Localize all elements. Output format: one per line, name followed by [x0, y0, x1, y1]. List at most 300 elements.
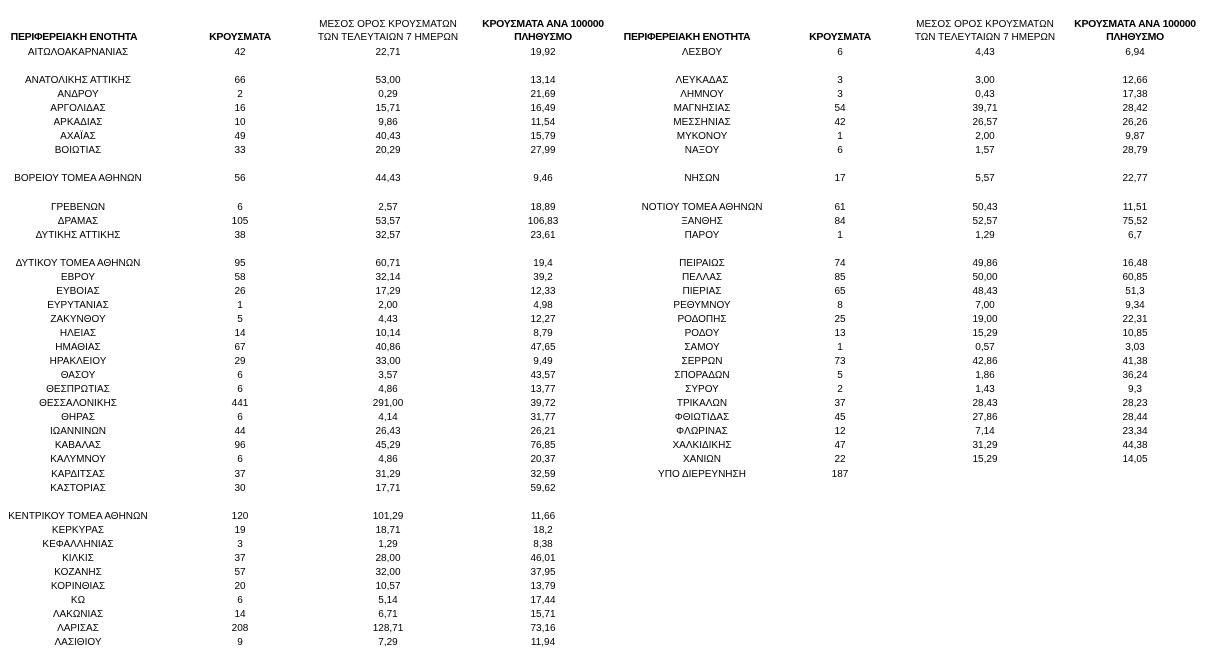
cases-cell: 96 [234, 440, 246, 452]
table-row [612, 257, 1206, 271]
avg7-cell: 27,86 [972, 412, 998, 424]
region-cell: ΖΑΚΥΝΘΟΥ [50, 313, 106, 325]
region-cell: ΚΕΡΚΥΡΑΣ [51, 524, 105, 536]
avg7-cell: 0,43 [975, 89, 995, 101]
per100k-cell: 12,27 [530, 313, 556, 325]
region-cell: ΘΕΣΣΑΛΟΝΙΚΗΣ [39, 398, 117, 410]
region-cell: ΚΩ [70, 594, 86, 606]
cases-cell: 14 [234, 328, 246, 339]
avg7-cell: 5,14 [378, 594, 398, 606]
per100k-cell: 17,44 [530, 594, 556, 606]
per100k-cell: 37,95 [530, 566, 556, 578]
table-row [0, 243, 610, 257]
cases-cell: 208 [231, 623, 249, 635]
header-avg-line1: ΜΕΣΟΣ ΟΡΟΣ ΚΡΟΥΣΜΑΤΩΝ [319, 19, 457, 30]
avg7-cell: 49,86 [972, 257, 998, 269]
header-avg-line1: ΜΕΣΟΣ ΟΡΟΣ ΚΡΟΥΣΜΑΤΩΝ [916, 19, 1054, 30]
table-row [612, 453, 1206, 467]
cases-cell: 61 [834, 201, 846, 213]
region-cell: ΚΙΛΚΙΣ [62, 552, 94, 564]
per100k-cell: 106,83 [527, 215, 559, 227]
table-row [0, 327, 610, 341]
per100k-cell: 15,71 [530, 609, 556, 620]
region-cell: ΕΥΡΥΤΑΝΙΑΣ [47, 299, 109, 311]
cases-cell: 47 [834, 440, 846, 452]
cases-cell: 120 [231, 510, 249, 522]
header-cases: ΚΡΟΥΣΜΑΤΑ [809, 31, 871, 43]
table-row [612, 88, 1206, 102]
region-cell: ΜΕΣΣΗΝΙΑΣ [673, 117, 731, 129]
avg7-cell: 50,43 [972, 201, 998, 213]
per100k-cell: 13,79 [530, 580, 556, 592]
region-cell: ΠΕΙΡΑΙΩΣ [679, 257, 725, 269]
region-cell: ΧΑΛΚΙΔΙΚΗΣ [672, 440, 732, 452]
avg7-cell: 2,00 [378, 299, 398, 311]
per100k-cell: 27,99 [530, 145, 556, 157]
avg7-cell: 40,86 [375, 342, 401, 354]
table-row [612, 74, 1206, 88]
table-row [0, 313, 610, 327]
table-row [0, 608, 610, 622]
region-cell: ΛΕΣΒΟΥ [681, 47, 723, 58]
region-cell: ΛΑΡΙΣΑΣ [57, 623, 99, 635]
region-cell: ΠΙΕΡΙΑΣ [682, 285, 722, 297]
table-row [0, 299, 610, 313]
cases-cell: 84 [834, 215, 846, 227]
per100k-cell: 28,42 [1122, 103, 1148, 115]
per100k-cell: 6,94 [1125, 47, 1145, 58]
table-row [612, 299, 1206, 313]
cases-cell: 105 [231, 215, 249, 227]
per100k-cell: 18,89 [530, 201, 556, 213]
cases-cell: 1 [237, 299, 243, 311]
table-row [0, 172, 610, 186]
region-cell: ΞΑΝΘΗΣ [681, 215, 723, 227]
region-cell: ΕΥΒΟΙΑΣ [56, 285, 100, 297]
header-per100k-line2: ΠΛΗΘΥΣΜΟ [514, 31, 572, 43]
cases-cell: 6 [837, 145, 843, 157]
table-row [0, 130, 610, 144]
table-row [0, 341, 610, 355]
per100k-cell: 28,79 [1122, 145, 1148, 157]
cases-cell: 20 [234, 580, 246, 592]
table-row [612, 172, 1206, 186]
cases-cell: 42 [834, 117, 846, 129]
region-cell: ΛΑΚΩΝΙΑΣ [52, 609, 104, 620]
avg7-cell: 4,43 [378, 313, 398, 325]
avg7-cell: 15,29 [972, 328, 998, 339]
cases-cell: 45 [834, 412, 846, 424]
table-row [0, 552, 610, 566]
avg7-cell: 3,57 [378, 370, 398, 382]
per100k-cell: 32,59 [530, 468, 556, 480]
cases-cell: 8 [837, 299, 843, 311]
avg7-cell: 44,43 [375, 173, 401, 185]
avg7-cell: 0,57 [975, 342, 995, 354]
avg7-cell: 5,57 [975, 173, 995, 185]
region-cell: ΔΥΤΙΚΗΣ ΑΤΤΙΚΗΣ [35, 229, 121, 241]
table-row [0, 229, 610, 243]
avg7-cell: 31,29 [375, 468, 401, 480]
cases-cell: 44 [234, 426, 246, 438]
avg7-cell: 9,86 [378, 117, 398, 129]
avg7-cell: 10,57 [375, 580, 401, 592]
table-row [612, 411, 1206, 425]
avg7-cell: 101,29 [372, 510, 404, 522]
table-row [0, 74, 610, 88]
cases-cell: 30 [234, 482, 246, 494]
per100k-cell: 13,77 [530, 384, 556, 396]
avg7-cell: 1,86 [975, 370, 995, 382]
region-cell: ΚΕΦΑΛΛΗΝΙΑΣ [42, 538, 114, 550]
cases-cell: 6 [837, 47, 843, 58]
region-cell: ΓΡΕΒΕΝΩΝ [50, 201, 106, 213]
table-row [0, 594, 610, 608]
table-row [612, 468, 1206, 482]
cases-cell: 37 [234, 552, 246, 564]
table-row [612, 158, 1206, 172]
avg7-cell: 128,71 [372, 623, 404, 635]
table-row [0, 580, 610, 594]
header-avg-line2: ΤΩΝ ΤΕΛΕΥΤΑΙΩΝ 7 ΗΜΕΡΩΝ [317, 32, 459, 43]
avg7-cell: 17,29 [375, 285, 401, 297]
per100k-cell: 9,49 [533, 356, 553, 368]
header-cases: ΚΡΟΥΣΜΑΤΑ [209, 31, 271, 43]
cases-cell: 12 [834, 426, 846, 438]
region-cell: ΝΟΤΙΟΥ ΤΟΜΕΑ ΑΘΗΝΩΝ [641, 201, 763, 213]
per100k-cell: 26,26 [1122, 117, 1148, 129]
table-row [0, 46, 610, 60]
region-cell: ΒΟΡΕΙΟΥ ΤΟΜΕΑ ΑΘΗΝΩΝ [14, 173, 142, 185]
table-row [612, 341, 1206, 355]
per100k-cell: 44,38 [1122, 440, 1148, 452]
region-cell: ΜΑΓΝΗΣΙΑΣ [673, 103, 731, 115]
avg7-cell: 18,71 [375, 524, 401, 536]
per100k-cell: 39,72 [530, 398, 556, 410]
avg7-cell: 22,71 [375, 47, 401, 58]
region-cell: ΗΜΑΘΙΑΣ [55, 342, 101, 354]
table-row [0, 285, 610, 299]
cases-cell: 33 [234, 145, 246, 157]
avg7-cell: 2,57 [378, 201, 398, 213]
region-cell: ΛΗΜΝΟΥ [680, 89, 724, 101]
region-cell: ΙΩΑΝΝΙΝΩΝ [49, 426, 107, 438]
per100k-cell: 23,34 [1122, 426, 1148, 438]
table-row [0, 158, 610, 172]
table-row [0, 397, 610, 411]
avg7-cell: 20,29 [375, 145, 401, 157]
cases-cell: 54 [834, 103, 846, 115]
cases-cell: 6 [237, 412, 243, 424]
region-cell: ΚΑΒΑΛΑΣ [54, 440, 102, 452]
left-table-header [0, 0, 610, 48]
region-cell: ΔΥΤΙΚΟΥ ΤΟΜΕΑ ΑΘΗΝΩΝ [15, 257, 141, 269]
region-cell: ΑΝΑΤΟΛΙΚΗΣ ΑΤΤΙΚΗΣ [24, 75, 132, 87]
avg7-cell: 26,57 [972, 117, 998, 129]
per100k-cell: 11,51 [1122, 201, 1148, 213]
cases-cell: 1 [837, 229, 843, 241]
per100k-cell: 11,66 [530, 510, 556, 522]
cases-cell: 187 [831, 468, 849, 480]
avg7-cell: 48,43 [972, 285, 998, 297]
table-row [612, 116, 1206, 130]
table-row [0, 60, 610, 74]
table-row [612, 425, 1206, 439]
cases-cell: 17 [834, 173, 846, 185]
table-row [612, 355, 1206, 369]
table-row [612, 102, 1206, 116]
cases-cell: 3 [237, 538, 243, 550]
cases-cell: 66 [234, 75, 246, 87]
right-cases-table [612, 0, 1206, 658]
table-row [0, 355, 610, 369]
table-row [612, 327, 1206, 341]
region-cell: ΣΠΟΡΑΔΩΝ [674, 370, 730, 382]
region-cell: ΚΑΣΤΟΡΙΑΣ [50, 482, 106, 494]
region-cell: ΗΡΑΚΛΕΙΟΥ [49, 356, 107, 368]
avg7-cell: 7,29 [378, 637, 398, 649]
region-cell: ΚΟΡΙΝΘΙΑΣ [50, 580, 106, 592]
cases-cell: 6 [237, 384, 243, 396]
cases-cell: 74 [834, 257, 846, 269]
table-row [612, 243, 1206, 257]
cases-cell: 19 [234, 524, 246, 536]
per100k-cell: 73,16 [530, 623, 556, 635]
per100k-cell: 9,87 [1125, 131, 1145, 143]
region-cell: ΣΥΡΟΥ [685, 384, 719, 396]
per100k-cell: 21,69 [530, 89, 556, 101]
right-table-header [612, 0, 1206, 48]
header-region: ΠΕΡΙΦΕΡΕΙΑΚΗ ΕΝΟΤΗΤΑ [623, 31, 751, 43]
table-row [0, 271, 610, 285]
avg7-cell: 10,14 [375, 328, 401, 339]
table-row [612, 46, 1206, 60]
cases-cell: 37 [234, 468, 246, 480]
avg7-cell: 28,00 [375, 552, 401, 564]
per100k-cell: 43,57 [530, 370, 556, 382]
table-row [612, 397, 1206, 411]
region-cell: ΗΛΕΙΑΣ [59, 328, 97, 339]
table-row [0, 439, 610, 453]
header-avg-line2: ΤΩΝ ΤΕΛΕΥΤΑΙΩΝ 7 ΗΜΕΡΩΝ [914, 32, 1056, 43]
per100k-cell: 9,46 [533, 173, 553, 185]
cases-cell: 6 [237, 201, 243, 213]
cases-cell: 25 [834, 313, 846, 325]
per100k-cell: 3,03 [1125, 342, 1145, 354]
table-row [612, 229, 1206, 243]
per100k-cell: 22,77 [1122, 173, 1148, 185]
table-row [0, 425, 610, 439]
avg7-cell: 1,57 [975, 145, 995, 157]
region-cell: ΑΝΔΡΟΥ [57, 89, 99, 101]
per100k-cell: 13,14 [530, 75, 556, 87]
cases-cell: 42 [234, 47, 246, 58]
cases-cell: 3 [837, 89, 843, 101]
per100k-cell: 9,34 [1125, 299, 1145, 311]
per100k-cell: 17,38 [1122, 89, 1148, 101]
avg7-cell: 4,14 [378, 412, 398, 424]
region-cell: ΝΗΣΩΝ [684, 173, 720, 185]
avg7-cell: 32,00 [375, 566, 401, 578]
table-row [0, 102, 610, 116]
cases-cell: 37 [834, 398, 846, 410]
per100k-cell: 12,66 [1122, 75, 1148, 87]
avg7-cell: 32,57 [375, 229, 401, 241]
table-row [612, 439, 1206, 453]
per100k-cell: 31,77 [530, 412, 556, 424]
avg7-cell: 15,71 [375, 103, 401, 115]
avg7-cell: 2,00 [975, 131, 995, 143]
per100k-cell: 6,7 [1128, 229, 1142, 241]
region-cell: ΔΡΑΜΑΣ [57, 215, 99, 227]
per100k-cell: 19,92 [530, 47, 556, 58]
region-cell: ΧΑΝΙΩΝ [682, 454, 722, 466]
table-row [0, 636, 610, 650]
per100k-cell: 10,85 [1122, 328, 1148, 339]
cases-cell: 67 [234, 342, 246, 354]
avg7-cell: 53,57 [375, 215, 401, 227]
per100k-cell: 16,48 [1122, 257, 1148, 269]
cases-cell: 9 [237, 637, 243, 649]
region-cell: ΘΕΣΠΡΩΤΙΑΣ [46, 384, 110, 396]
region-cell: ΝΑΞΟΥ [684, 145, 720, 157]
avg7-cell: 52,57 [972, 215, 998, 227]
table-row [612, 215, 1206, 229]
per100k-cell: 28,44 [1122, 412, 1148, 424]
region-cell: ΦΘΙΩΤΙΔΑΣ [674, 412, 730, 424]
region-cell: ΚΟΖΑΝΗΣ [54, 566, 102, 578]
avg7-cell: 32,14 [375, 271, 401, 283]
header-per100k-line2: ΠΛΗΘΥΣΜΟ [1106, 31, 1164, 43]
header-region: ΠΕΡΙΦΕΡΕΙΑΚΗ ΕΝΟΤΗΤΑ [10, 31, 138, 43]
per100k-cell: 8,79 [533, 328, 553, 339]
cases-cell: 57 [234, 566, 246, 578]
avg7-cell: 7,00 [975, 299, 995, 311]
region-cell: ΠΑΡΟΥ [684, 229, 720, 241]
per100k-cell: 18,2 [533, 524, 553, 536]
per100k-cell: 75,52 [1122, 215, 1148, 227]
per100k-cell: 26,21 [530, 426, 556, 438]
table-row [0, 566, 610, 580]
table-row [0, 453, 610, 467]
avg7-cell: 19,00 [972, 313, 998, 325]
avg7-cell: 15,29 [972, 454, 998, 466]
per100k-cell: 76,85 [530, 440, 556, 452]
cases-cell: 3 [837, 75, 843, 87]
cases-cell: 1 [837, 131, 843, 143]
region-cell: ΘΑΣΟΥ [60, 370, 96, 382]
table-row [0, 496, 610, 510]
avg7-cell: 1,43 [975, 384, 995, 396]
region-cell: ΠΕΛΛΑΣ [681, 271, 723, 283]
table-row [0, 622, 610, 636]
region-cell: ΘΗΡΑΣ [61, 412, 95, 424]
per100k-cell: 51,3 [1125, 285, 1145, 297]
avg7-cell: 31,29 [972, 440, 998, 452]
cases-cell: 38 [234, 229, 246, 241]
region-cell: ΜΥΚΟΝΟΥ [676, 131, 728, 143]
per100k-cell: 47,65 [530, 342, 556, 354]
avg7-cell: 39,71 [972, 103, 998, 115]
table-row [0, 116, 610, 130]
per100k-cell: 20,37 [530, 454, 556, 466]
cases-cell: 95 [234, 257, 246, 269]
per100k-cell: 16,49 [530, 103, 556, 115]
per100k-cell: 60,85 [1122, 271, 1148, 283]
table-row [0, 215, 610, 229]
table-row [612, 187, 1206, 201]
table-row [0, 383, 610, 397]
avg7-cell: 1,29 [975, 229, 995, 241]
table-row [0, 257, 610, 271]
region-cell: ΚΑΡΔΙΤΣΑΣ [51, 468, 105, 480]
table-row [0, 88, 610, 102]
avg7-cell: 50,00 [972, 271, 998, 283]
region-cell: ΚΕΝΤΡΙΚΟΥ ΤΟΜΕΑ ΑΘΗΝΩΝ [8, 510, 148, 522]
per100k-cell: 39,2 [533, 271, 553, 283]
per100k-cell: 28,23 [1122, 398, 1148, 410]
region-cell: ΡΟΔΟΥ [684, 328, 720, 339]
avg7-cell: 42,86 [972, 356, 998, 368]
cases-cell: 26 [234, 285, 246, 297]
cases-cell: 6 [237, 370, 243, 382]
cases-cell: 73 [834, 356, 846, 368]
table-row [0, 187, 610, 201]
region-cell: ΣΕΡΡΩΝ [681, 356, 723, 368]
region-cell: ΑΙΤΩΛΟΑΚΑΡΝΑΝΙΑΣ [27, 47, 129, 58]
region-cell: ΡΟΔΟΠΗΣ [677, 313, 727, 325]
avg7-cell: 4,86 [378, 384, 398, 396]
avg7-cell: 4,43 [975, 47, 995, 58]
per100k-cell: 11,54 [530, 117, 556, 129]
table-row [0, 201, 610, 215]
table-row [612, 285, 1206, 299]
cases-cell: 56 [234, 173, 246, 185]
avg7-cell: 291,00 [372, 398, 404, 410]
region-cell: ΤΡΙΚΑΛΩΝ [676, 398, 728, 410]
table-row [0, 411, 610, 425]
cases-cell: 65 [834, 285, 846, 297]
table-row [0, 538, 610, 552]
table-row [612, 383, 1206, 397]
cases-cell: 1 [837, 342, 843, 354]
cases-cell: 2 [237, 89, 243, 101]
avg7-cell: 60,71 [375, 257, 401, 269]
table-row [0, 482, 610, 496]
cases-cell: 13 [834, 328, 846, 339]
region-cell: ΒΟΙΩΤΙΑΣ [54, 145, 102, 157]
avg7-cell: 1,29 [378, 538, 398, 550]
region-cell: ΚΑΛΥΜΝΟΥ [50, 454, 106, 466]
avg7-cell: 3,00 [975, 75, 995, 87]
table-row [612, 369, 1206, 383]
region-cell: ΑΡΓΟΛΙΔΑΣ [50, 103, 106, 115]
avg7-cell: 6,71 [378, 609, 398, 620]
per100k-cell: 12,33 [530, 285, 556, 297]
cases-cell: 85 [834, 271, 846, 283]
header-per100k-line1: ΚΡΟΥΣΜΑΤΑ ΑΝΑ 100000 [1074, 18, 1196, 30]
cases-cell: 16 [234, 103, 246, 115]
table-row [0, 369, 610, 383]
per100k-cell: 14,05 [1122, 454, 1148, 466]
region-cell: ΥΠΟ ΔΙΕΡΕΥΝΗΣΗ [658, 468, 746, 480]
per100k-cell: 19,4 [533, 257, 553, 269]
avg7-cell: 7,14 [975, 426, 995, 438]
region-cell: ΑΡΚΑΔΙΑΣ [53, 117, 103, 129]
per100k-cell: 59,62 [530, 482, 556, 494]
per100k-cell: 46,01 [530, 552, 556, 564]
table-row [612, 271, 1206, 285]
